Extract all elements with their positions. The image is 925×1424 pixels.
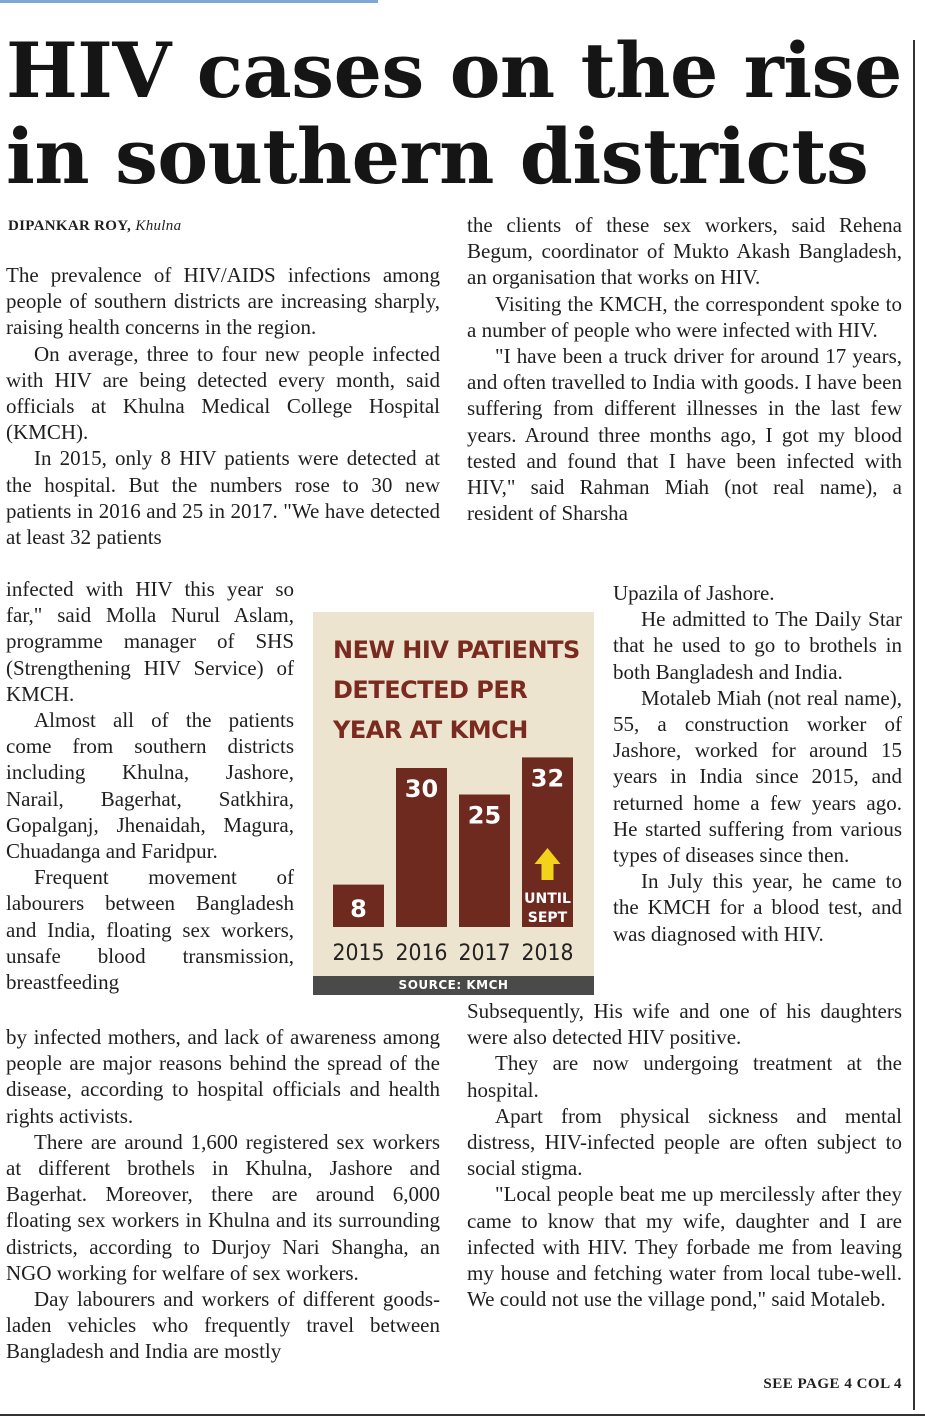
chart-plot: [313, 612, 594, 995]
headline: [6, 28, 906, 200]
hiv-bar-chart: [313, 612, 594, 995]
byline-author: DIPANKAR ROY,: [8, 218, 132, 234]
chart-source: SOURCE: KMCH: [313, 976, 594, 995]
paragraph: Motaleb Miah (not real name), 55, a construction worker of Jashore, worked for around 15 years in India since 2015, and returned home a few years ago. He started suffering from various types of diseases since then.: [613, 685, 902, 868]
article-column-right-bottom: [467, 998, 902, 1312]
paragraph: Subsequently, His wife and one of his daughters were also detected HIV positive.: [467, 999, 902, 1050]
article-column-right-wrap: [613, 580, 902, 947]
paragraph: In 2015, only 8 HIV patients were detected at the hospital. But the numbers rose to 30 new patients in 2016 and 25 in 2017. "We have detected at least 32 patients: [6, 446, 440, 550]
continuation-note[interactable]: SEE PAGE 4 COL 4: [763, 1376, 902, 1392]
byline-location: Khulna: [135, 218, 182, 234]
x-tick-label: 2017: [458, 941, 511, 966]
paragraph: In July this year, he came to the KMCH for a blood test, and was diagnosed with HIV.: [613, 869, 902, 946]
paragraph: infected with HIV this year so far," said Molla Nurul Aslam, programme manager of SHS (Strengthening HIV Service) of KMCH.: [6, 577, 294, 706]
bar-value-label: 32: [530, 764, 565, 793]
headline-line-1: HIV cases on the rise: [6, 26, 902, 115]
paragraph: Day labourers and workers of different goods-laden vehicles who frequently travel between Bangladesh and India are mostly: [6, 1287, 440, 1364]
x-tick-label: 2015: [332, 941, 385, 966]
paragraph: the clients of these sex workers, said Rehena Begum, coordinator of Mukto Akash Bangladesh, an organisation that works on HIV.: [467, 213, 902, 290]
article-column-left-wrap: [6, 576, 294, 995]
bar-value-label: 8: [350, 895, 367, 923]
paragraph: Upazila of Jashore.: [613, 581, 775, 605]
article-column-right-top: [467, 212, 902, 526]
article-column-left-top: [6, 262, 440, 550]
paragraph: "Local people beat me up mercilessly after they came to know that my wife, daughter and I are infected with HIV. They forbade me from leaving my house and fetching water from local tube-well. We could not use the village pond," said Motaleb.: [467, 1182, 902, 1312]
paragraph: Almost all of the patients come from southern districts including Khulna, Jashore, Narail, Bagerhat, Satkhira, Gopalganj, Jhenaidah, Magura, Chuadanga and Faridpur.: [6, 708, 294, 864]
paragraph: The prevalence of HIV/AIDS infections among people of southern districts are increasing sharply, raising health concerns in the region.: [6, 263, 440, 340]
paragraph: Visiting the KMCH, the correspondent spoke to a number of people who were infected with HIV.: [467, 291, 902, 342]
paragraph: He admitted to The Daily Star that he used to go to brothels in both Bangladesh and India.: [613, 607, 902, 684]
top-accent-bar: [0, 0, 378, 3]
paragraph: On average, three to four new people infected with HIV are being detected every month, said officials at Khulna Medical College Hospital (KMCH).: [6, 341, 440, 445]
byline: [8, 217, 181, 235]
headline-line-2: in southern districts: [6, 112, 869, 201]
paragraph: They are now undergoing treatment at the hospital.: [467, 1051, 902, 1102]
x-tick-label: 2018: [521, 941, 574, 966]
bar-value-label: 30: [404, 775, 439, 803]
paragraph: "I have been a truck driver for around 17 years, and often travelled to India with goods. I have been suffering from different illnesses in the last few years. Around three months ago, I got my blood tested and found that I have been infected with HIV," said Rahman Miah (not real name), a resident of Sharsha: [467, 344, 902, 526]
chart-title: NEW HIV PATIENTS DETECTED PER YEAR AT KMCH: [333, 636, 580, 744]
paragraph: by infected mothers, and lack of awareness among people are major reasons behind the spread of the disease, according to hospital officials and health rights activists.: [6, 1025, 440, 1128]
paragraph: Frequent movement of labourers between Bangladesh and India, floating sex workers, unsafe blood transmission, breastfeeding: [6, 865, 294, 995]
annotation-label: UNTIL: [524, 891, 571, 907]
paragraph: There are around 1,600 registered sex workers at different brothels in Khulna, Jashore and Bagerhat. Moreover, there are around 6,000 floating sex workers in Khulna and its surrounding districts, according to Durjoy Nari Shangha, an NGO working for welfare of sex workers.: [6, 1129, 440, 1285]
paragraph: Apart from physical sickness and mental distress, HIV-infected people are often subject to social stigma.: [467, 1103, 902, 1181]
x-tick-label: 2016: [395, 941, 448, 966]
article-column-left-bottom: [6, 1024, 440, 1365]
column-rule: [913, 40, 915, 1410]
bar-value-label: 25: [467, 801, 502, 830]
bottom-rule: [0, 1414, 925, 1416]
annotation-label: SEPT: [527, 910, 568, 926]
